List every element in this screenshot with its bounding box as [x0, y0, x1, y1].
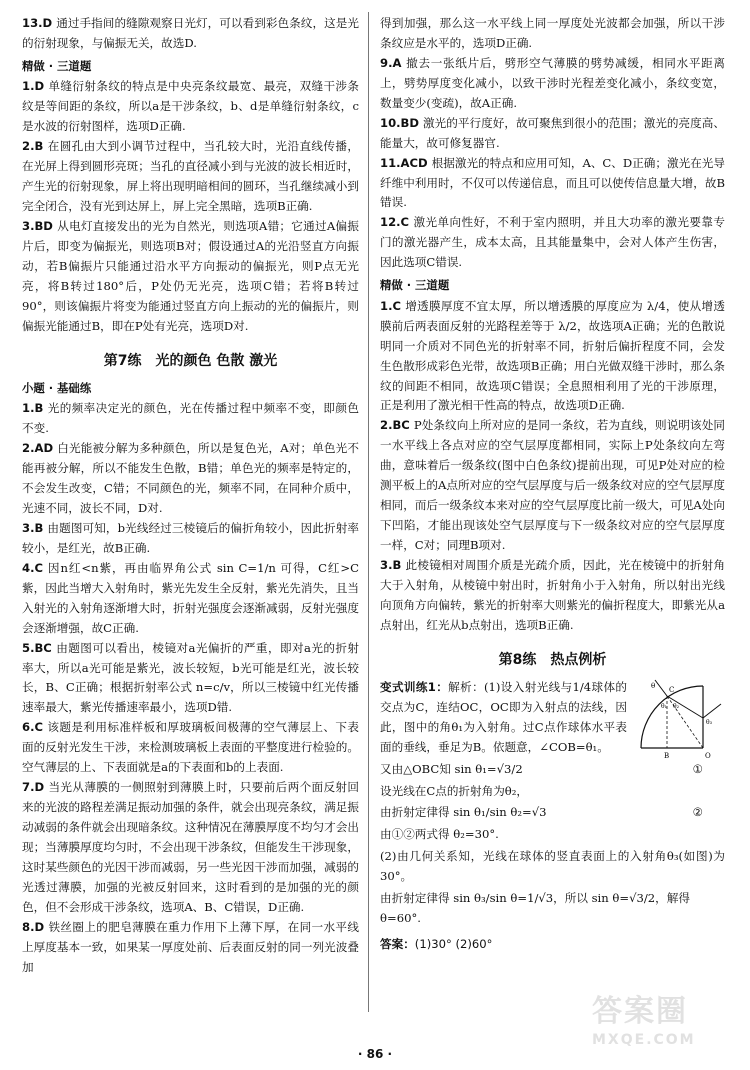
item-text: 从电灯直接发出的光为自然光，则选项A错；它通过A偏振片后，即变为偏振光，则选项B对；假设通过A的光沿竖直方向振动，若B偏振片只能通过沿水平方向振动的偏振光，则P点无光亮，将B转过180°后，P处仍无光亮，选项C错；若将B转过90°，则该偏振片将变为能通过竖直方向上振动的光的偏振片，则偏振光能通过B，即在P处有光亮，选项D对. [22, 219, 359, 333]
watermark-text: 答案圈 [592, 994, 688, 1029]
equation-marker: ② [692, 805, 703, 820]
item-number: 2.B [22, 139, 44, 154]
item-text: 由题图可以看出，棱镜对a光偏折的严重，即对a光的折射率大，所以a光可能是紫光，波长较短，b光可能是红光，波长较长，B、C正确；根据折射率公式 n=c/v，所以三棱镜中红光传播速率最大，紫光传播速率最小，选项D错. [22, 640, 359, 715]
answer-item [22, 778, 359, 918]
answer-item [22, 217, 359, 337]
item-text: 当光从薄膜的一侧照射到薄膜上时，只要前后两个面反射回来的光波的路程差满足振动加强的条件，就会出现亮条纹，满足振动减弱的条件就会出现暗条纹。这种情况在薄膜厚度不均匀才会出现；当薄膜厚度均匀时，不会出现干涉条纹，但能发生干涉现象，这时某些颜色的光因干涉而减弱，另一些光因干涉而加强，减弱的光透过薄膜，加强的光被反射回来，这时看到的是加强的光的颜色，但不会形成干涉条纹，选项A、B、C错误，D正确. [22, 780, 359, 914]
column-divider [368, 12, 369, 1012]
figure-label: B [664, 751, 670, 760]
item-number: 2.AD [22, 441, 54, 456]
section-title: 小题 · 基础练 [22, 380, 92, 395]
continued-text: 得到加强，那么这一水平线上同一厚度处光波都会加强，所以干涉条纹应是水平的，选项D正确. [380, 16, 725, 50]
answer-item [22, 137, 359, 217]
item-number: 9.A [380, 55, 402, 70]
item-number: 10.BD [380, 115, 419, 130]
item-text: 增透膜厚度不宜太厚，所以增透膜的厚度应为 λ/4，使从增透膜前后两表面反射的光路程差等于 λ/2，故选项A正确；光的色散说明同一介质对不同色光的折射率不同，折射后偏折程度不同，会发生色散形成彩色光带，故选项B正确；用白光做双缝干涉时，那么条纹的间距不相同，故选项C错误；全息照相利用了光的干涉原理，正是利用了激光相干性高的特点，故选项D正确. [380, 298, 725, 413]
answer-item [380, 213, 725, 273]
item-number: 3.B [380, 557, 402, 572]
item-number: 11.ACD [380, 155, 428, 170]
item-number: 4.C [22, 560, 43, 575]
equation: 由折射定律得 sin θ₃/sin θ=1/√3，所以 sin θ=√3/2，解得 θ=60°. [380, 891, 690, 926]
item-number: 1.D [22, 79, 45, 94]
chapter-number: 第8练 [498, 651, 537, 668]
item-text: 此棱镜相对周围介质是光疏介质，因此，光在棱镜中的折射角大于入射角，从棱镜中射出时，折射角小于入射角，所以射出光线向顶角方向偏转，紫光的折射率大则紫光的偏折程度大，即紫光从a点射出，红光从b点射出，选项B正确. [380, 557, 725, 632]
answer-item [22, 639, 359, 719]
item-text: P处条纹向上所对应的是同一条纹，若为直线，则说明该处同一水平线上各点对应的空气层厚度都相同，实际上P处条纹向左弯曲，意味着后一级条纹(图中白色条纹)提前出现，可见P处对应的检测平板上的A点所对应的空气层厚度与后一级条纹对应的空气层厚度相同，而后一级条纹本来对应的空气层厚度比前一级大，可见A处向下凹陷，才能出现该处空气层厚度与下一级条纹对应的空气层厚度一样，C对；同理B项对. [380, 418, 725, 553]
left-column [22, 14, 359, 978]
text-line: 设光线在C点的折射角为θ₂， [380, 783, 529, 798]
item-number: 12.C [380, 215, 410, 230]
item-number: 8.D [22, 919, 45, 934]
item-text: 由题图可知，b光线经过三棱镜后的偏折角较小，因此折射率较小，是红光，故B正确. [22, 520, 359, 555]
text-line: (2)由几何关系知，光线在球体的竖直表面上的入射角θ₃(如图)为30°。 [380, 849, 725, 884]
equation-row [380, 760, 725, 780]
chapter-subtitle: 光的颜色 色散 激光 [155, 352, 278, 369]
figure-label: O [705, 751, 711, 760]
answer-item [380, 114, 725, 154]
answer-item [22, 559, 359, 639]
item-text: 该题是利用标准样板和厚玻璃板间极薄的空气薄层上、下表面的反射光发生干涉，来检测玻璃板上表面的平整度进行检验的。空气薄层的上、下表面就是a的下表面和b的上表面. [22, 720, 359, 775]
equation-marker: ① [692, 761, 703, 776]
figure-label: θ₃ [706, 718, 713, 726]
answer-item [380, 54, 725, 114]
figure-label: θ₂ [673, 702, 680, 710]
equation: 由折射定律得 sin θ₁/sin θ₂=√3 [380, 805, 547, 820]
item-text: 单缝衍射条纹的特点是中央亮条纹最宽、最亮，双缝干涉条纹是等间距的条纹，所以a是干涉条纹，b、d是单缝衍射条纹，c是水波的衍射图样，选项D正确. [22, 79, 359, 134]
answer-item [22, 439, 359, 519]
item-number: 6.C [22, 720, 43, 735]
sphere-refraction-diagram [633, 678, 725, 762]
figure-label: θ [651, 681, 656, 690]
answer-line [380, 935, 725, 955]
section-title: 精做 · 三道题 [22, 58, 92, 73]
answer-item [22, 918, 359, 978]
item-text: 撤去一张纸片后，劈形空气薄膜的劈势减缓，相同水平距离上，劈势厚度变化减小，以致干涉时光程差变化减小，条纹变宽，数量变少(变疏)，故A正确. [380, 55, 725, 110]
item-number: 7.D [22, 780, 45, 795]
item-number: 3.B [22, 520, 44, 535]
item-number: 3.BD [22, 219, 53, 234]
answer-text: (1)30° (2)60° [414, 937, 493, 952]
page-number: · 86 · [357, 1047, 393, 1061]
item-text: 铁丝圈上的肥皂薄膜在重力作用下上薄下厚，在同一水平线上厚度基本一致，如果某一厚度处前、后表面反射的同一列光波叠加 [22, 919, 359, 974]
chapter-heading [380, 648, 725, 672]
section-title: 精做 · 三道题 [380, 278, 450, 293]
item-number: 2.BC [380, 418, 410, 433]
item-text: 在圆孔由大到小调节过程中，当孔较大时，光沿直线传播，在光屏上得到圆形亮斑；当孔的直径减小到与光波的波长相近时，产生光的衍射现象，屏上将出现明暗相间的圆环，当孔继续减小到完全闭合，没有光到达屏上，屏上完全黑暗，选项B正确. [22, 139, 359, 214]
item-text: 激光的平行度好，故可聚焦到很小的范围；激光的亮度高、能量大，故可修复器官. [380, 115, 725, 150]
watermark-url: MXQE.COM [592, 1032, 696, 1048]
item-text: 光的频率决定光的颜色，光在传播过程中频率不变，即颜色不变. [22, 401, 359, 436]
item-number: 1.C [380, 298, 401, 313]
item-text: 白光能被分解为多种颜色，所以是复色光，A对；单色光不能再被分解，所以不能发生色散，B错；单色光的频率是特定的，不会发生改变，C错；不同颜色的光，频率不同，在同种介质中，光速不同，波长不同，D对. [22, 441, 359, 516]
item-number: 1.B [22, 401, 44, 416]
figure-label: C [669, 685, 675, 694]
item-number: 13.D [22, 16, 53, 30]
item-text: 根据激光的特点和应用可知，A、C、D正确；激光在光导纤维中利用时，不仅可以传递信息，而且可以使传信息量大增，故B错误. [380, 155, 725, 210]
right-column [380, 14, 725, 955]
answer-item [22, 399, 359, 439]
answer-item [22, 519, 359, 559]
answer-item [380, 556, 725, 636]
item-number: 5.BC [22, 640, 52, 655]
answer-item [380, 154, 725, 214]
figure-label: θ₁ [661, 702, 668, 710]
item-text: 激光单向性好，不利于室内照明，并且大功率的激光要靠专门的激光器产生，成本太高，且其能量集中，会对人体产生伤害，因此选项C错误. [380, 215, 725, 270]
equation: 又由△OBC知 sin θ₁=√3/2 [380, 761, 523, 776]
answer-item [22, 14, 359, 54]
chapter-heading [22, 349, 359, 373]
practice-label: 变式训练1： [380, 679, 449, 694]
watermark-logo [592, 996, 742, 1054]
answer-item [380, 297, 725, 417]
item-text: 通过手指间的缝隙观察日光灯，可以看到彩色条纹，这是光的衍射现象，与偏振无关，故选D. [22, 16, 359, 50]
practice-text: 解析：(1)设入射光线与1/4球体的交点为C，连结OC，OC即为入射点的法线，因此，图中的角θ₁为入射角。过C点作球体水平表面的垂线，垂足为B。依题意，∠COB=θ₁。 [380, 679, 627, 754]
equation: 由①②两式得 θ₂=30°. [380, 827, 499, 842]
answer-item [380, 416, 725, 556]
chapter-subtitle: 热点例析 [550, 651, 607, 668]
worked-example [380, 678, 725, 758]
answer-label: 答案： [380, 937, 415, 952]
equation-row [380, 803, 725, 823]
item-text: 因n红<n紫，再由临界角公式 sin C=1/n 可得，C红>C紫，因此当增大入射角时，紫光先发生全反射，紫光先消失，且当入射光的入射角逐渐增大时，折射光强度会逐渐减弱，反射光强度会逐渐增强，故C正确. [22, 560, 359, 635]
answer-item [22, 77, 359, 137]
answer-item [22, 718, 359, 778]
chapter-number: 第7练 [103, 352, 142, 369]
